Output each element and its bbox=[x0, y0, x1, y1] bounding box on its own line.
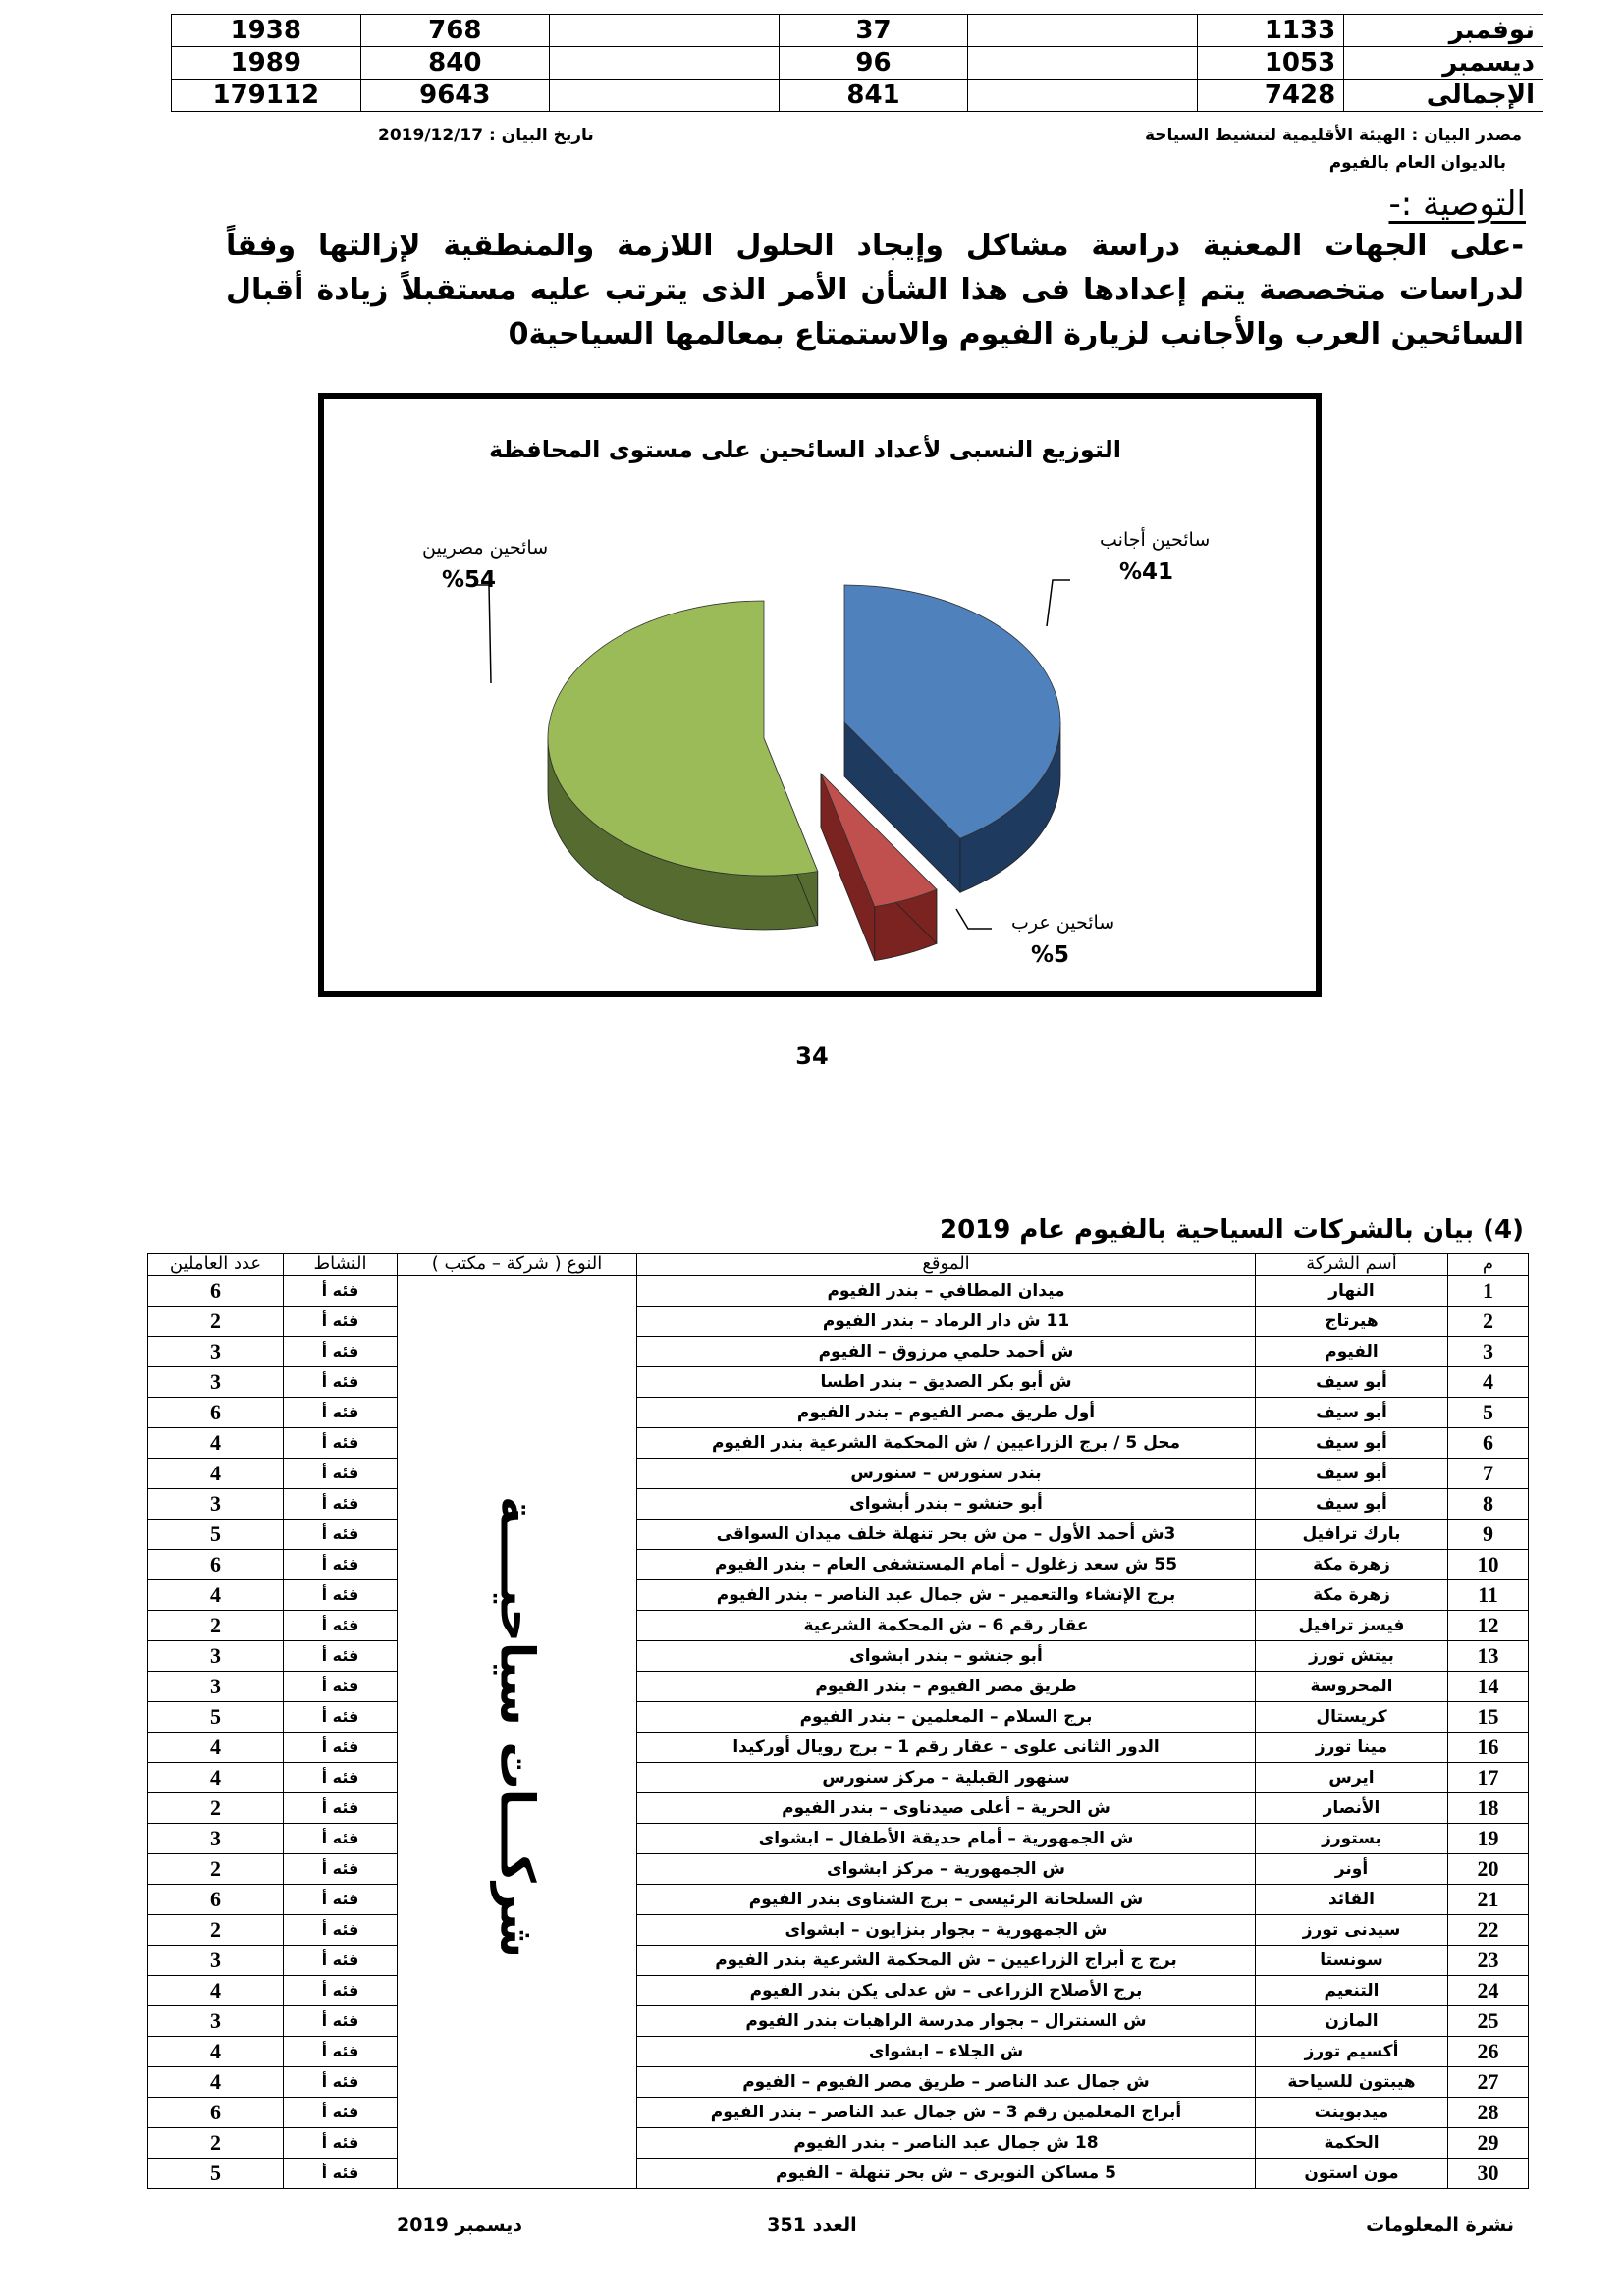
company-activity: فئه أ bbox=[284, 1428, 398, 1459]
company-activity: فئه أ bbox=[284, 2159, 398, 2189]
row-month: ديسمبر bbox=[1344, 47, 1543, 80]
row-number: 6 bbox=[1448, 1428, 1529, 1459]
company-type-text: شركـــات سياحيــــة bbox=[489, 1496, 545, 1958]
company-name: كريستال bbox=[1256, 1702, 1448, 1733]
company-location: بندر سنورس – سنورس bbox=[637, 1459, 1256, 1489]
slice-label: سائحين أجانب bbox=[1100, 529, 1211, 551]
row-number: 11 bbox=[1448, 1580, 1529, 1611]
company-activity: فئه أ bbox=[284, 1976, 398, 2006]
company-workers: 4 bbox=[148, 2067, 284, 2098]
company-activity: فئه أ bbox=[284, 2128, 398, 2159]
slice-label: سائحين عرب bbox=[1011, 912, 1115, 934]
row-value: 7428 bbox=[1197, 80, 1343, 112]
table-row bbox=[148, 2098, 1529, 2128]
company-name: بارك ترافيل bbox=[1256, 1520, 1448, 1550]
row-number: 8 bbox=[1448, 1489, 1529, 1520]
header-type: النوع ( شركة – مكتب ) bbox=[398, 1254, 637, 1276]
company-location: أبو حنشو – بندر أبشواى bbox=[637, 1489, 1256, 1520]
table-row bbox=[148, 1611, 1529, 1641]
data-date: تاريخ البيان : 2019/12/17 bbox=[378, 126, 594, 145]
row-number: 21 bbox=[1448, 1885, 1529, 1915]
company-name: سيدنى تورز bbox=[1256, 1915, 1448, 1946]
monthly-row bbox=[172, 80, 1543, 112]
company-activity: فئه أ bbox=[284, 1307, 398, 1337]
header-no: م bbox=[1448, 1254, 1529, 1276]
company-name: أونر bbox=[1256, 1854, 1448, 1885]
company-activity: فئه أ bbox=[284, 1885, 398, 1915]
company-name: فيسز ترافيل bbox=[1256, 1611, 1448, 1641]
row-number: 19 bbox=[1448, 1824, 1529, 1854]
company-activity: فئه أ bbox=[284, 1276, 398, 1307]
company-name: أبو سيف bbox=[1256, 1398, 1448, 1428]
page-number: 34 bbox=[795, 1042, 829, 1070]
company-activity: فئه أ bbox=[284, 1641, 398, 1672]
row-blank bbox=[550, 47, 780, 80]
row-number: 12 bbox=[1448, 1611, 1529, 1641]
header-workers: عدد العاملين bbox=[148, 1254, 284, 1276]
company-workers: 2 bbox=[148, 1611, 284, 1641]
table-row bbox=[148, 1398, 1529, 1428]
company-name: المازن bbox=[1256, 2006, 1448, 2037]
company-location: برج الأصلاح الزراعى – ش عدلى يكن بندر الفيوم bbox=[637, 1976, 1256, 2006]
table-row bbox=[148, 1915, 1529, 1946]
leader-line bbox=[1047, 580, 1070, 626]
row-number: 7 bbox=[1448, 1459, 1529, 1489]
table-row bbox=[148, 1824, 1529, 1854]
company-activity: فئه أ bbox=[284, 1946, 398, 1976]
slice-value-label: %54 bbox=[442, 567, 497, 593]
row-total: 179112 bbox=[172, 80, 361, 112]
footer-publication: نشرة المعلومات bbox=[1366, 2215, 1514, 2236]
company-activity: فئه أ bbox=[284, 1824, 398, 1854]
company-workers: 4 bbox=[148, 1459, 284, 1489]
company-workers: 2 bbox=[148, 1854, 284, 1885]
company-activity: فئه أ bbox=[284, 2067, 398, 2098]
row-number: 23 bbox=[1448, 1946, 1529, 1976]
company-location: أبو جنشو – بندر ابشواى bbox=[637, 1641, 1256, 1672]
company-name: هيرتاج bbox=[1256, 1307, 1448, 1337]
row-number: 13 bbox=[1448, 1641, 1529, 1672]
company-name: التنعيم bbox=[1256, 1976, 1448, 2006]
company-activity: فئه أ bbox=[284, 2006, 398, 2037]
table-row bbox=[148, 1793, 1529, 1824]
company-location: 18 ش جمال عبد الناصر – بندر الفيوم bbox=[637, 2128, 1256, 2159]
table-row bbox=[148, 1459, 1529, 1489]
table-row bbox=[148, 1367, 1529, 1398]
row-number: 30 bbox=[1448, 2159, 1529, 2189]
company-workers: 3 bbox=[148, 1489, 284, 1520]
company-activity: فئه أ bbox=[284, 1763, 398, 1793]
source-line-1: مصدر البيان : الهيئة الأقليمية لتنشيط السياحة bbox=[1144, 126, 1522, 145]
company-location: 5 مساكن النويرى – ش بحر تنهلة – الفيوم bbox=[637, 2159, 1256, 2189]
company-location: ش الجلاء – ابشواى bbox=[637, 2037, 1256, 2067]
company-workers: 3 bbox=[148, 1337, 284, 1367]
row-value: 96 bbox=[779, 47, 968, 80]
row-number: 17 bbox=[1448, 1763, 1529, 1793]
table-row bbox=[148, 2067, 1529, 2098]
row-number: 16 bbox=[1448, 1733, 1529, 1763]
table-row bbox=[148, 1580, 1529, 1611]
table-row bbox=[148, 1672, 1529, 1702]
company-name: زهرة مكة bbox=[1256, 1550, 1448, 1580]
row-number: 29 bbox=[1448, 2128, 1529, 2159]
company-activity: فئه أ bbox=[284, 1550, 398, 1580]
company-workers: 6 bbox=[148, 1398, 284, 1428]
table-row bbox=[148, 1976, 1529, 2006]
company-name: بستورز bbox=[1256, 1824, 1448, 1854]
company-name: أبو سيف bbox=[1256, 1459, 1448, 1489]
row-number: 9 bbox=[1448, 1520, 1529, 1550]
chart-title: التوزيع النسبى لأعداد السائحين على مستوى المحافظة bbox=[489, 436, 1121, 463]
leader-line bbox=[471, 585, 491, 683]
company-location: ش أبو بكر الصديق – بندر اطسا bbox=[637, 1367, 1256, 1398]
company-location: ميدان المطافي – بندر الفيوم bbox=[637, 1276, 1256, 1307]
row-number: 27 bbox=[1448, 2067, 1529, 2098]
company-location: ش السلخانة الرئيسى – برج الشناوى بندر الفيوم bbox=[637, 1885, 1256, 1915]
company-workers: 2 bbox=[148, 1307, 284, 1337]
company-location: 3ش أحمد الأول – من ش بحر تنهلة خلف ميدان السواقى bbox=[637, 1520, 1256, 1550]
row-value: 9643 bbox=[360, 80, 550, 112]
table-row bbox=[148, 1763, 1529, 1793]
company-workers: 6 bbox=[148, 2098, 284, 2128]
company-location: أبراج المعلمين رقم 3 – ش جمال عبد الناصر – بندر الفيوم bbox=[637, 2098, 1256, 2128]
slice-value-label: %41 bbox=[1119, 560, 1174, 585]
row-number: 15 bbox=[1448, 1702, 1529, 1733]
row-number: 3 bbox=[1448, 1337, 1529, 1367]
table-row bbox=[148, 1337, 1529, 1367]
company-location: 55 ش سعد زغلول – أمام المستشفى العام – بندر الفيوم bbox=[637, 1550, 1256, 1580]
row-value: 1053 bbox=[1197, 47, 1343, 80]
company-location: برج السلام – المعلمين – بندر الفيوم bbox=[637, 1702, 1256, 1733]
company-workers: 3 bbox=[148, 1946, 284, 1976]
table-row bbox=[148, 1550, 1529, 1580]
company-location: ش الجمهورية – أمام حديقة الأطفال – ابشواى bbox=[637, 1824, 1256, 1854]
footer-issue: العدد 351 bbox=[767, 2215, 857, 2236]
row-number: 10 bbox=[1448, 1550, 1529, 1580]
row-number: 4 bbox=[1448, 1367, 1529, 1398]
company-name: أكسيم تورز bbox=[1256, 2037, 1448, 2067]
company-workers: 6 bbox=[148, 1550, 284, 1580]
pie-slice-2 bbox=[548, 601, 818, 930]
company-name: القائد bbox=[1256, 1885, 1448, 1915]
company-location: الدور الثانى علوى – عقار رقم 1 – برج رويال أوركيدا bbox=[637, 1733, 1256, 1763]
company-activity: فئه أ bbox=[284, 1337, 398, 1367]
company-location: ش السنترال – بجوار مدرسة الراهبات بندر الفيوم bbox=[637, 2006, 1256, 2037]
company-location: ش جمال عبد الناصر – طريق مصر الفيوم – الفيوم bbox=[637, 2067, 1256, 2098]
row-number: 1 bbox=[1448, 1276, 1529, 1307]
company-workers: 2 bbox=[148, 1915, 284, 1946]
table-row bbox=[148, 2006, 1529, 2037]
company-location: ش الجمهورية – بجوار بنزايون – ابشواى bbox=[637, 1915, 1256, 1946]
header-activity: النشاط bbox=[284, 1254, 398, 1276]
row-total: 1938 bbox=[172, 15, 361, 47]
company-type bbox=[398, 1276, 637, 2189]
company-location: سنهور القبلية – مركز سنورس bbox=[637, 1763, 1256, 1793]
company-workers: 3 bbox=[148, 1672, 284, 1702]
table-row bbox=[148, 1733, 1529, 1763]
company-name: أبو سيف bbox=[1256, 1428, 1448, 1459]
company-activity: فئه أ bbox=[284, 1854, 398, 1885]
company-activity: فئه أ bbox=[284, 2037, 398, 2067]
table-row bbox=[148, 1854, 1529, 1885]
company-workers: 3 bbox=[148, 1824, 284, 1854]
row-value: 1133 bbox=[1197, 15, 1343, 47]
row-blank bbox=[968, 47, 1198, 80]
companies-table bbox=[147, 1253, 1529, 2189]
pie-chart bbox=[324, 399, 1316, 991]
company-workers: 2 bbox=[148, 2128, 284, 2159]
company-workers: 4 bbox=[148, 2037, 284, 2067]
pie-chart-frame bbox=[318, 393, 1322, 997]
row-number: 14 bbox=[1448, 1672, 1529, 1702]
company-activity: فئه أ bbox=[284, 1520, 398, 1550]
company-name: المحروسة bbox=[1256, 1672, 1448, 1702]
company-workers: 5 bbox=[148, 1702, 284, 1733]
company-workers: 2 bbox=[148, 1793, 284, 1824]
table-row bbox=[148, 1428, 1529, 1459]
company-activity: فئه أ bbox=[284, 1611, 398, 1641]
company-workers: 5 bbox=[148, 1520, 284, 1550]
row-number: 20 bbox=[1448, 1854, 1529, 1885]
company-workers: 3 bbox=[148, 1367, 284, 1398]
company-workers: 4 bbox=[148, 1763, 284, 1793]
company-name: مون استون bbox=[1256, 2159, 1448, 2189]
company-workers: 4 bbox=[148, 1580, 284, 1611]
company-workers: 4 bbox=[148, 1976, 284, 2006]
table-row bbox=[148, 1489, 1529, 1520]
row-total: 1989 bbox=[172, 47, 361, 80]
row-number: 25 bbox=[1448, 2006, 1529, 2037]
row-blank bbox=[550, 15, 780, 47]
company-name: بيتش تورز bbox=[1256, 1641, 1448, 1672]
company-workers: 4 bbox=[148, 1428, 284, 1459]
company-name: النهار bbox=[1256, 1276, 1448, 1307]
company-workers: 5 bbox=[148, 2159, 284, 2189]
footer-date: ديسمبر 2019 bbox=[397, 2215, 523, 2236]
company-location: 11 ش دار الرماد – بندر الفيوم bbox=[637, 1307, 1256, 1337]
company-activity: فئه أ bbox=[284, 1915, 398, 1946]
company-workers: 4 bbox=[148, 1733, 284, 1763]
company-location: برج الإنشاء والتعمير – ش جمال عبد الناصر – بندر الفيوم bbox=[637, 1580, 1256, 1611]
company-workers: 6 bbox=[148, 1276, 284, 1307]
company-location: ش أحمد حلمي مرزوق – الفيوم bbox=[637, 1337, 1256, 1367]
row-blank bbox=[968, 80, 1198, 112]
table-row bbox=[148, 2128, 1529, 2159]
row-value: 841 bbox=[779, 80, 968, 112]
company-name: الفيوم bbox=[1256, 1337, 1448, 1367]
row-value: 840 bbox=[360, 47, 550, 80]
header-name: أسم الشركة bbox=[1256, 1254, 1448, 1276]
slice-value-label: %5 bbox=[1031, 942, 1070, 968]
company-name: ميدبوينت bbox=[1256, 2098, 1448, 2128]
company-activity: فئه أ bbox=[284, 1672, 398, 1702]
row-number: 28 bbox=[1448, 2098, 1529, 2128]
recommendation-body: -على الجهات المعنية دراسة مشاكل وإيجاد الحلول اللازمة والمنطقية لإزالتها وفقاً لدراسات متخصصة يتم إعدادها فى هذا الشأن الأمر الذى يترتب عليه مستقبلاً زيادة أقبال السائحين العرب والأجانب لزيارة الفيوم والاستمتاع بمعالمها السياحية0 bbox=[226, 229, 1524, 351]
table-row bbox=[148, 1520, 1529, 1550]
company-name: زهرة مكة bbox=[1256, 1580, 1448, 1611]
company-location: عقار رقم 6 – ش المحكمة الشرعية bbox=[637, 1611, 1256, 1641]
company-activity: فئه أ bbox=[284, 1733, 398, 1763]
company-activity: فئه أ bbox=[284, 1793, 398, 1824]
row-number: 18 bbox=[1448, 1793, 1529, 1824]
row-month: الإجمالى bbox=[1344, 80, 1543, 112]
company-name: ايرس bbox=[1256, 1763, 1448, 1793]
company-activity: فئه أ bbox=[284, 1459, 398, 1489]
company-location: ش الجمهورية – مركز ابشواى bbox=[637, 1854, 1256, 1885]
table-row bbox=[148, 1307, 1529, 1337]
leader-line bbox=[956, 909, 992, 929]
row-blank bbox=[550, 80, 780, 112]
table-row bbox=[148, 1702, 1529, 1733]
table-row bbox=[148, 1276, 1529, 1307]
row-number: 24 bbox=[1448, 1976, 1529, 2006]
table-row bbox=[148, 2037, 1529, 2067]
header-location: الموقع bbox=[637, 1254, 1256, 1276]
table-row bbox=[148, 2159, 1529, 2189]
row-month: نوفمبر bbox=[1344, 15, 1543, 47]
company-name: أبو سيف bbox=[1256, 1489, 1448, 1520]
company-location: طريق مصر الفيوم – بندر الفيوم bbox=[637, 1672, 1256, 1702]
company-workers: 6 bbox=[148, 1885, 284, 1915]
company-name: سونستا bbox=[1256, 1946, 1448, 1976]
company-name: مينا تورز bbox=[1256, 1733, 1448, 1763]
company-name: هيبتون للسياحة bbox=[1256, 2067, 1448, 2098]
row-number: 2 bbox=[1448, 1307, 1529, 1337]
company-location: برج ج أبراج الزراعيين – ش المحكمة الشرعية بندر الفيوم bbox=[637, 1946, 1256, 1976]
company-name: الحكمة bbox=[1256, 2128, 1448, 2159]
row-value: 768 bbox=[360, 15, 550, 47]
companies-table-title: (4) بيان بالشركات السياحية بالفيوم عام 2019 bbox=[940, 1215, 1524, 1245]
table-row bbox=[148, 1946, 1529, 1976]
table-row bbox=[148, 1641, 1529, 1672]
recommendation-title: التوصية :- bbox=[1388, 185, 1526, 224]
row-number: 22 bbox=[1448, 1915, 1529, 1946]
company-activity: فئه أ bbox=[284, 1580, 398, 1611]
company-activity: فئه أ bbox=[284, 1398, 398, 1428]
row-number: 26 bbox=[1448, 2037, 1529, 2067]
row-value: 37 bbox=[779, 15, 968, 47]
row-number: 5 bbox=[1448, 1398, 1529, 1428]
company-activity: فئه أ bbox=[284, 1702, 398, 1733]
company-activity: فئه أ bbox=[284, 2098, 398, 2128]
monthly-row bbox=[172, 15, 1543, 47]
company-workers: 3 bbox=[148, 2006, 284, 2037]
company-location: محل 5 / برج الزراعيين / ش المحكمة الشرعية بندر الفيوم bbox=[637, 1428, 1256, 1459]
slice-label: سائحين مصريين bbox=[422, 537, 549, 559]
row-blank bbox=[968, 15, 1198, 47]
company-name: أبو سيف bbox=[1256, 1367, 1448, 1398]
company-location: ش الحرية – أعلى صيدناوى – بندر الفيوم bbox=[637, 1793, 1256, 1824]
monthly-row bbox=[172, 47, 1543, 80]
company-activity: فئه أ bbox=[284, 1489, 398, 1520]
company-workers: 3 bbox=[148, 1641, 284, 1672]
monthly-totals-table bbox=[171, 14, 1543, 112]
source-line-2: بالديوان العام بالفيوم bbox=[1328, 153, 1506, 173]
company-activity: فئه أ bbox=[284, 1367, 398, 1398]
table-row bbox=[148, 1885, 1529, 1915]
table-header-row bbox=[148, 1254, 1529, 1276]
company-name: الأنصار bbox=[1256, 1793, 1448, 1824]
company-location: أول طريق مصر الفيوم – بندر الفيوم bbox=[637, 1398, 1256, 1428]
